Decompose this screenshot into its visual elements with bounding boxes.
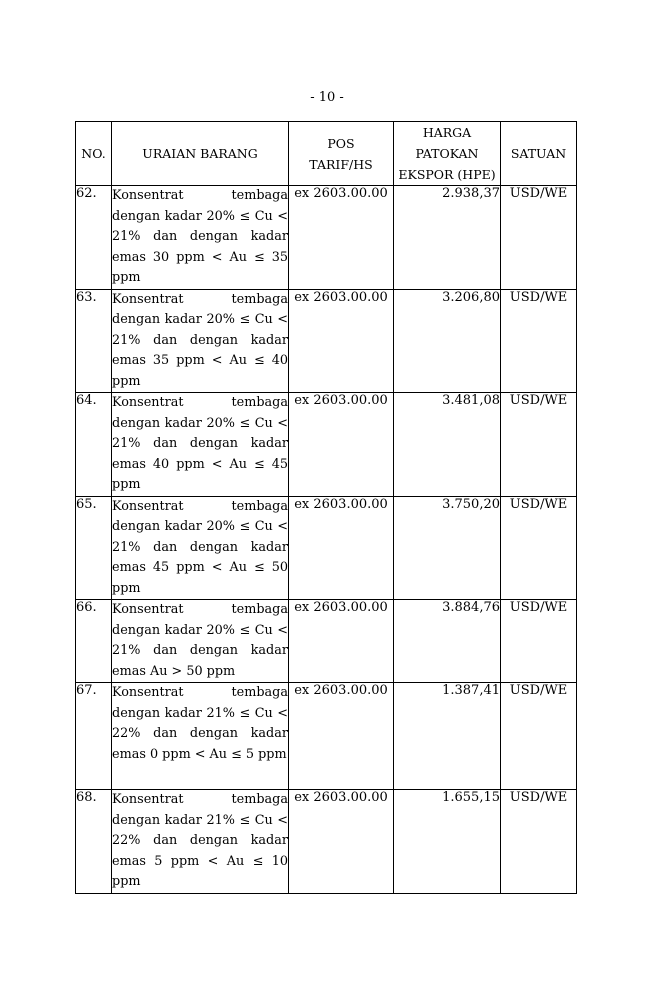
row-description: Konsentrat tembaga dengan kadar 20% ≤ Cu < 21% dan dengan kadar emas 40 ppm < Au ≤ 45 ppm [112, 393, 289, 497]
header-pos-tarif [289, 122, 394, 186]
header-price-line1: HARGA [422, 125, 472, 140]
row-price: 1.387,41 [394, 683, 501, 790]
row-price: 3.481,08 [394, 393, 501, 497]
header-no: NO. [76, 122, 112, 186]
row-pos-tarif: ex 2603.00.00 [289, 393, 394, 497]
table-row [76, 393, 577, 497]
export-price-table [75, 121, 577, 894]
table-row [76, 790, 577, 894]
row-price: 3.206,80 [394, 289, 501, 393]
row-no: 67. [76, 683, 112, 790]
row-price: 3.884,76 [394, 600, 501, 683]
row-description: Konsentrat tembaga dengan kadar 20% ≤ Cu < 21% dan dengan kadar emas 35 ppm < Au ≤ 40 ppm [112, 289, 289, 393]
header-pos-line1: POS [327, 135, 355, 151]
row-description: Konsentrat tembaga dengan kadar 20% ≤ Cu < 21% dan dengan kadar emas 30 ppm < Au ≤ 35 ppm [112, 186, 289, 290]
row-unit: USD/WE [501, 289, 577, 393]
row-pos-tarif: ex 2603.00.00 [289, 600, 394, 683]
row-pos-tarif: ex 2603.00.00 [289, 289, 394, 393]
table-row [76, 683, 577, 790]
row-pos-tarif: ex 2603.00.00 [289, 683, 394, 790]
row-price: 1.655,15 [394, 790, 501, 894]
row-no: 68. [76, 790, 112, 894]
header-price-line3: EKSPOR (HPE) [398, 167, 496, 182]
row-pos-tarif: ex 2603.00.00 [289, 790, 394, 894]
row-no: 64. [76, 393, 112, 497]
header-price-line2: PATOKAN [415, 146, 479, 161]
row-no: 63. [76, 289, 112, 393]
row-unit: USD/WE [501, 393, 577, 497]
header-description: URAIAN BARANG [112, 122, 289, 186]
row-price: 2.938,37 [394, 186, 501, 290]
table-row [76, 600, 577, 683]
row-description: Konsentrat tembaga dengan kadar 20% ≤ Cu < 21% dan dengan kadar emas 45 ppm < Au ≤ 50 ppm [112, 496, 289, 600]
row-price: 3.750,20 [394, 496, 501, 600]
table-row [76, 186, 577, 290]
row-pos-tarif: ex 2603.00.00 [289, 186, 394, 290]
header-pos-line2: TARIF/HS [309, 156, 373, 172]
row-unit: USD/WE [501, 683, 577, 790]
row-description: Konsentrat tembaga dengan kadar 21% ≤ Cu < 22% dan dengan kadar emas 0 ppm < Au ≤ 5 ppm [112, 683, 289, 790]
row-pos-tarif: ex 2603.00.00 [289, 496, 394, 600]
page-number: - 10 - [310, 90, 344, 105]
row-description: Konsentrat tembaga dengan kadar 21% ≤ Cu < 22% dan dengan kadar emas 5 ppm < Au ≤ 10 ppm [112, 790, 289, 894]
row-unit: USD/WE [501, 186, 577, 290]
row-unit: USD/WE [501, 790, 577, 894]
header-price [394, 122, 501, 186]
row-no: 62. [76, 186, 112, 290]
table-row [76, 289, 577, 393]
row-unit: USD/WE [501, 600, 577, 683]
row-no: 65. [76, 496, 112, 600]
table-header [76, 122, 577, 186]
header-unit: SATUAN [501, 122, 577, 186]
row-no: 66. [76, 600, 112, 683]
row-description: Konsentrat tembaga dengan kadar 20% ≤ Cu < 21% dan dengan kadar emas Au > 50 ppm [112, 600, 289, 683]
table-row [76, 496, 577, 600]
row-unit: USD/WE [501, 496, 577, 600]
